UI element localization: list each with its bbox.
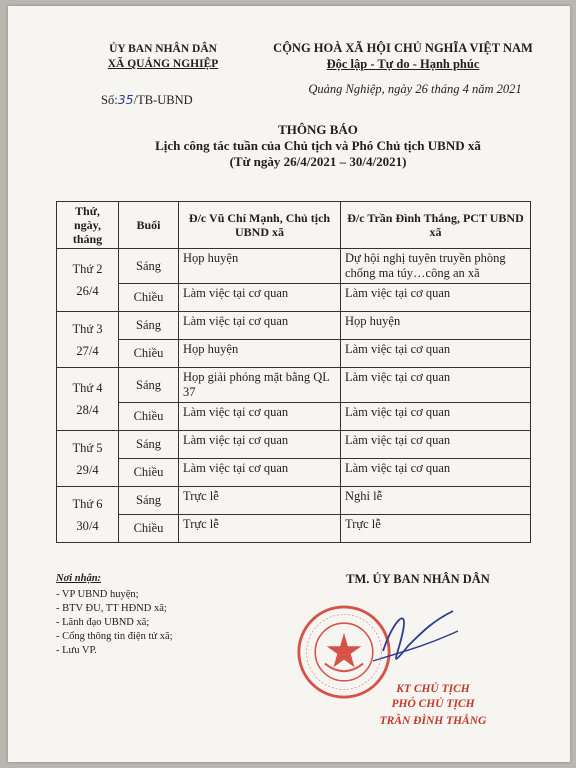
cell-vice-task: Làm việc tại cơ quan [341, 340, 531, 368]
cell-session: Chiều [119, 403, 179, 431]
nation-line2: Độc lập - Tự do - Hạnh phúc [326, 57, 480, 71]
cell-day [57, 431, 119, 487]
cell-day [57, 312, 119, 368]
header-day: Thứ, ngày, tháng [57, 202, 119, 249]
cell-session: Chiều [119, 515, 179, 543]
doc-title [98, 122, 538, 170]
signature-role1: KT CHỦ TỊCH [396, 683, 470, 695]
document-page [8, 6, 570, 762]
cell-session: Chiều [119, 459, 179, 487]
table-row [57, 249, 531, 284]
cell-session: Sáng [119, 249, 179, 284]
recipient-item: - Lãnh đạo UBND xã; [56, 617, 150, 628]
handwritten-signature-icon [353, 601, 463, 681]
title-subtitle: Lịch công tác tuần của Chủ tịch và Phó Chủ tịch UBND xã [155, 138, 481, 153]
cell-vice-task: Nghỉ lễ [341, 487, 531, 515]
cell-session: Chiều [119, 340, 179, 368]
recipient-item: - Lưu VP. [56, 645, 97, 656]
place-date: Quảng Nghiệp, ngày 26 tháng 4 năm 2021 [308, 82, 522, 96]
doc-number-suffix: /TB-UBND [133, 93, 193, 107]
cell-vice-task: Trực lễ [341, 515, 531, 543]
table-row [57, 431, 531, 459]
cell-vice-task: Làm việc tại cơ quan [341, 368, 531, 403]
signature-role2: PHÓ CHỦ TỊCH [391, 698, 475, 710]
cell-chairman-task: Làm việc tại cơ quan [179, 284, 341, 312]
schedule-table [56, 201, 531, 543]
table-row [57, 368, 531, 403]
cell-weekday: Thứ 2 [72, 262, 103, 276]
cell-weekday: Thứ 4 [72, 381, 103, 395]
recipients-list [56, 588, 276, 658]
cell-vice-task: Làm việc tại cơ quan [341, 459, 531, 487]
signature-title: TM. ỦY BAN NHÂN DÂN [346, 572, 490, 586]
cell-chairman-task: Làm việc tại cơ quan [179, 459, 341, 487]
cell-vice-task: Họp huyện [341, 312, 531, 340]
cell-vice-task: Dự hội nghị tuyên truyền phòng chống ma túy…công an xã [341, 249, 531, 284]
cell-chairman-task: Làm việc tại cơ quan [179, 431, 341, 459]
cell-date: 27/4 [76, 343, 99, 358]
national-motto [258, 40, 548, 72]
title-main: THÔNG BÁO [278, 122, 358, 137]
cell-date: 28/4 [76, 403, 99, 417]
cell-chairman-task: Họp giải phóng mặt bằng QL 37 [179, 368, 341, 403]
cell-weekday: Thứ 3 [72, 321, 103, 336]
cell-chairman-task: Họp huyện [179, 340, 341, 368]
recipient-item: - Cổng thông tin điện tử xã; [56, 631, 173, 642]
cell-day [57, 487, 119, 543]
table-row [57, 284, 531, 312]
recipients-label: Nơi nhận: [56, 573, 102, 584]
header-session: Buổi [119, 202, 179, 249]
cell-date: 26/4 [76, 284, 99, 298]
cell-day [57, 368, 119, 431]
header-chairman: Đ/c Vũ Chí Mạnh, Chủ tịch UBND xã [179, 202, 341, 249]
cell-session: Sáng [119, 368, 179, 403]
cell-chairman-task: Trực lễ [179, 515, 341, 543]
issuing-org [78, 42, 248, 72]
doc-number-prefix: Số: [101, 93, 118, 107]
cell-session: Sáng [119, 431, 179, 459]
signature-name: TRẦN ĐÌNH THẮNG [379, 715, 487, 727]
cell-vice-task: Làm việc tại cơ quan [341, 403, 531, 431]
cell-session: Sáng [119, 487, 179, 515]
table-row [57, 312, 531, 340]
header-vice-chairman: Đ/c Trần Đình Thắng, PCT UBND xã [341, 202, 531, 249]
cell-session: Sáng [119, 312, 179, 340]
cell-date: 29/4 [76, 462, 99, 477]
table-row [57, 487, 531, 515]
cell-day [57, 249, 119, 312]
org-line2: XÃ QUẢNG NGHIỆP [107, 58, 219, 70]
cell-session: Chiều [119, 284, 179, 312]
table-header-row [57, 202, 531, 249]
cell-weekday: Thứ 6 [72, 496, 103, 511]
table-row [57, 340, 531, 368]
title-date-range: (Từ ngày 26/4/2021 – 30/4/2021) [229, 154, 407, 169]
table-row [57, 515, 531, 543]
table-row [57, 459, 531, 487]
signature-block [368, 682, 498, 729]
org-line1: ỦY BAN NHÂN DÂN [109, 43, 217, 55]
cell-chairman-task: Họp huyện [179, 249, 341, 284]
doc-number-value: 35 [117, 92, 134, 107]
table-row [57, 403, 531, 431]
nation-line1: CỘNG HOÀ XÃ HỘI CHỦ NGHĨA VIỆT NAM [273, 41, 533, 55]
recipient-item: - BTV ĐU, TT HĐND xã; [56, 603, 167, 614]
cell-weekday: Thứ 5 [72, 440, 103, 455]
cell-vice-task: Làm việc tại cơ quan [341, 431, 531, 459]
cell-date: 30/4 [76, 518, 99, 533]
recipient-item: - VP UBND huyện; [56, 589, 139, 600]
cell-chairman-task: Trực lễ [179, 487, 341, 515]
cell-chairman-task: Làm việc tại cơ quan [179, 312, 341, 340]
cell-chairman-task: Làm việc tại cơ quan [179, 403, 341, 431]
cell-vice-task: Làm việc tại cơ quan [341, 284, 531, 312]
recipients [56, 572, 276, 658]
doc-number [101, 92, 193, 108]
